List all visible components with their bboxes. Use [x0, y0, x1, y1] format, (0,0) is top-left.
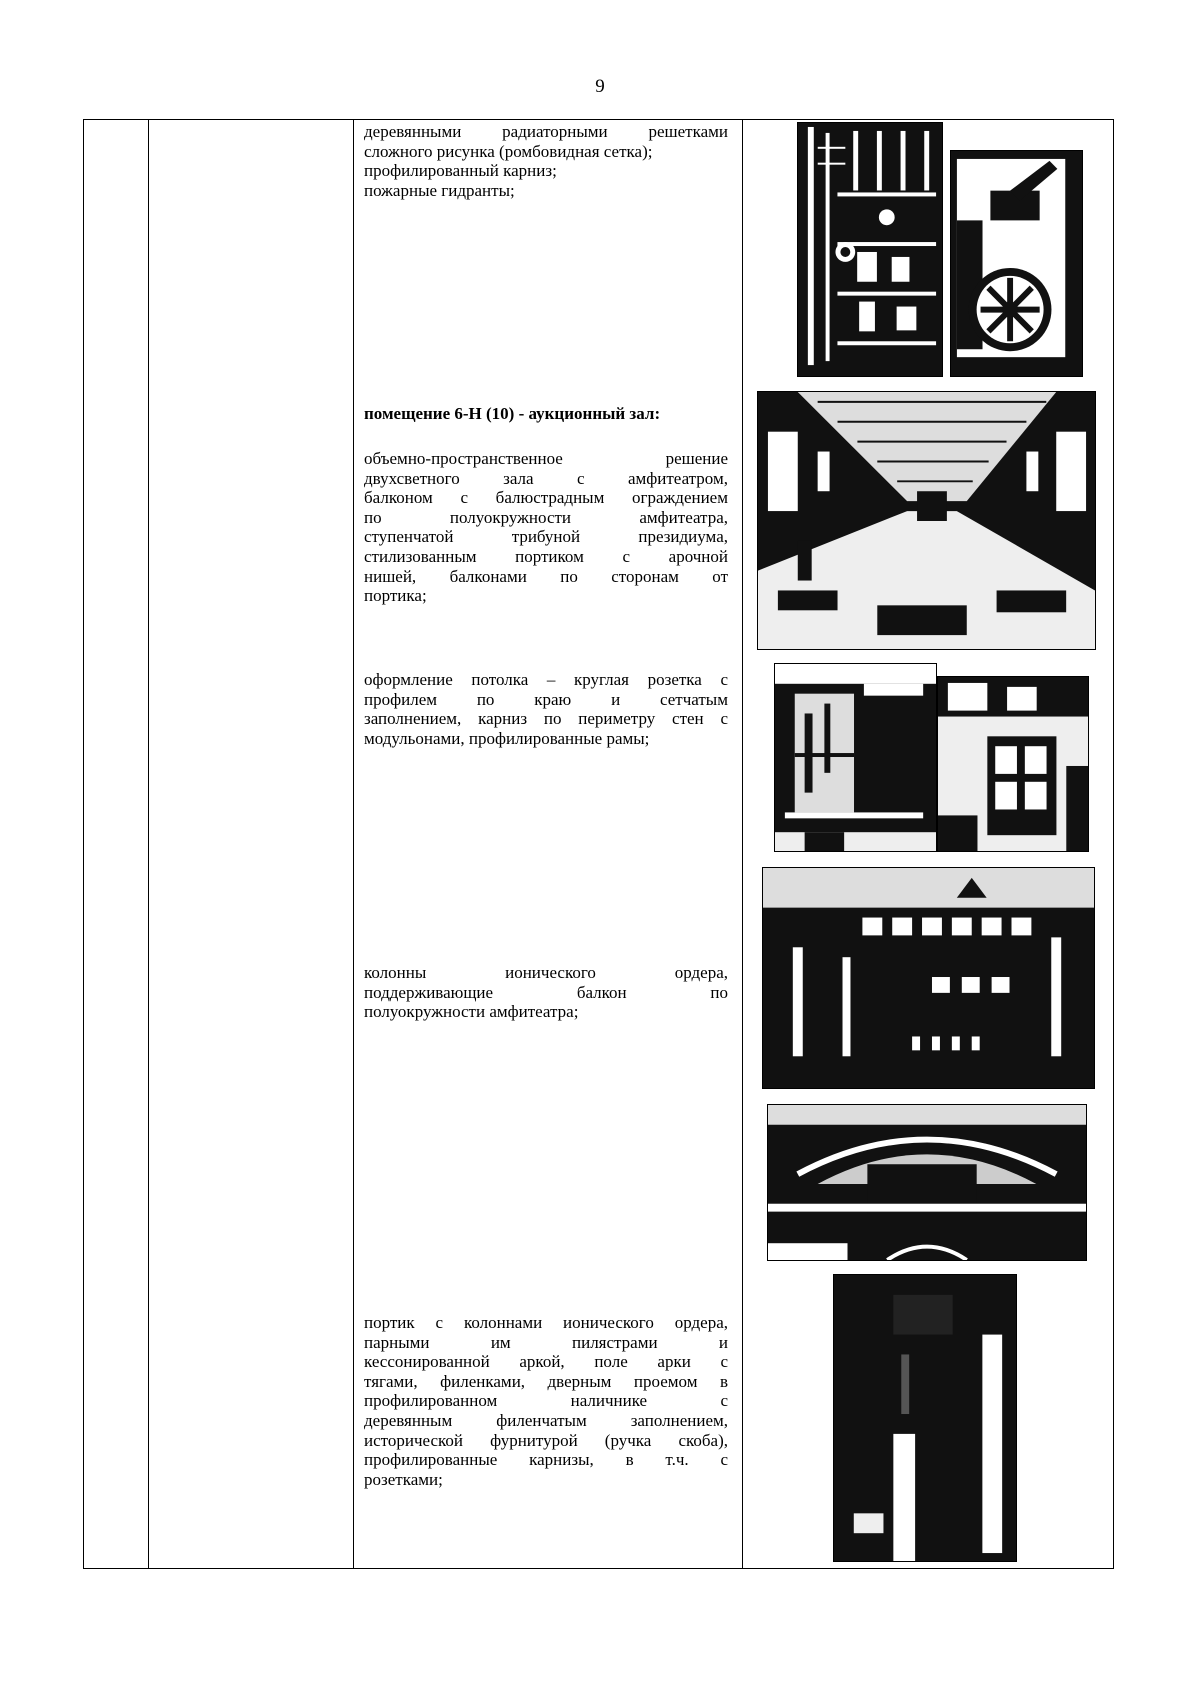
page-number: 9 — [595, 76, 605, 97]
text-line: тягами, филенками, дверным проемом в — [364, 1371, 728, 1391]
text-line: профилированный карниз; — [364, 161, 557, 181]
text-line: балконом с балюстрадным ограждением — [364, 488, 728, 508]
text-line: стилизованным портиком с арочной — [364, 546, 728, 566]
text-line: портик с колоннами ионического ордера, — [364, 1313, 728, 1332]
text-block-radiators — [364, 122, 728, 200]
portico-doorway-photo — [833, 1274, 1017, 1562]
ionic-columns-balcony-photo — [762, 867, 1095, 1089]
text-line: кессонированной аркой, поле арки с — [364, 1352, 728, 1372]
column-divider-1 — [148, 119, 149, 1569]
text-line: профилированном наличнике с — [364, 1391, 728, 1411]
room-heading: помещение 6-Н (10) - аукционный зал: — [364, 404, 661, 423]
text-line: колонны ионического ордера, — [364, 963, 728, 982]
text-block-ionic-columns — [364, 963, 728, 1022]
text-line: исторической фурнитурой (ручка скоба), — [364, 1430, 728, 1450]
text-line: нишей, балконами по сторонам от — [364, 566, 728, 586]
text-line: профилированные карнизы, в т.ч. с — [364, 1450, 728, 1470]
text-line: полуокружности амфитеатра; — [364, 1002, 579, 1022]
text-line: сложного рисунка (ромбовидная сетка); — [364, 141, 653, 161]
column-divider-2 — [353, 119, 354, 1569]
text-line: парными им пилястрами и — [364, 1332, 728, 1352]
ceiling-rosette-photo — [774, 663, 937, 852]
fire-hydrant-valve-photo — [950, 150, 1083, 377]
text-block-ceiling — [364, 670, 728, 748]
radiator-grille-photo — [797, 122, 943, 377]
text-line: по полуокружности амфитеатра, — [364, 507, 728, 527]
text-line: оформление потолка – круглая розетка с — [364, 670, 728, 689]
text-line: ступенчатой трибуной президиума, — [364, 527, 728, 547]
text-line: деревянным филенчатым заполнением, — [364, 1410, 728, 1430]
text-line: заполнением, карниз по периметру стен с — [364, 709, 728, 729]
column-divider-3 — [742, 119, 743, 1569]
text-line: розетками; — [364, 1469, 443, 1489]
cornice-window-photo — [937, 676, 1089, 852]
text-line: портика; — [364, 586, 427, 606]
text-block-space-solution — [364, 449, 728, 606]
auction-hall-overview-photo — [757, 391, 1096, 650]
text-line: поддерживающие балкон по — [364, 982, 728, 1002]
text-block-portico — [364, 1313, 728, 1489]
text-line: деревянными радиаторными решетками — [364, 122, 728, 141]
text-line: пожарные гидранты; — [364, 180, 515, 200]
text-line: двухсветного зала с амфитеатром, — [364, 468, 728, 488]
text-line: объемно-пространственное решение — [364, 449, 728, 468]
arch-portico-photo — [767, 1104, 1087, 1261]
text-line: модульонами, профилированные рамы; — [364, 728, 650, 748]
text-line: профилем по краю и сетчатым — [364, 689, 728, 709]
